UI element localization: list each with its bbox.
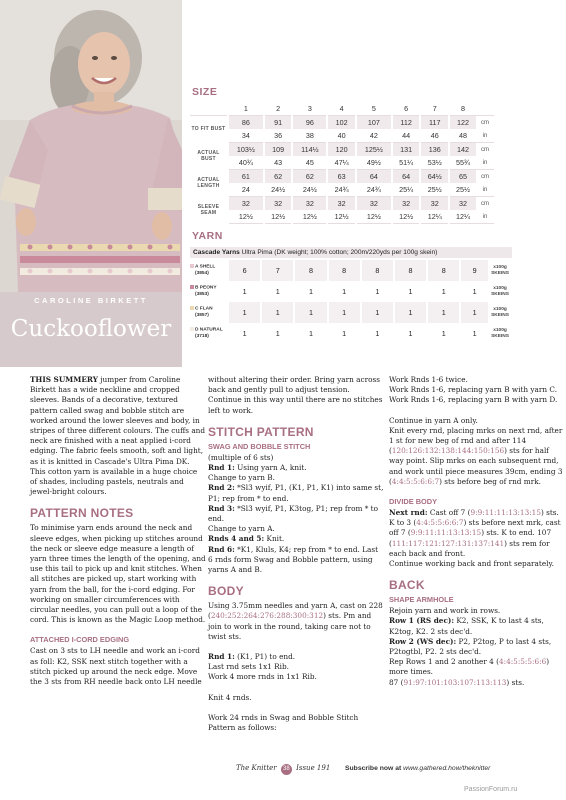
size-cell: 42	[356, 129, 392, 143]
yarn-skein-count: 8	[361, 260, 394, 281]
size-number: 4	[327, 102, 356, 116]
yarn-colour-label	[190, 302, 228, 323]
size-cell: 53½	[420, 156, 449, 170]
size-cell: 32	[420, 197, 449, 211]
size-cell: 32	[392, 197, 421, 211]
size-header-unit	[476, 102, 494, 116]
rnds-4-5	[208, 534, 384, 544]
intro-text: jumper from Caroline Birkett has a wide neckline and cropped sleeves. Bands of a decorative, textured pattern called swag and bobble stitch are worked around the lower sleeves and body, in stripes of three different colours. The cuffs and neck are finished with a neat applied i-cord edging. The fabric feels smooth, soft and light, as it is knitted in Cascade's Ultra Pima DK. This cotton yarn is available in a huge choice of shades, including pastels, neutrals and jewel-bright colours.	[30, 375, 206, 497]
size-cell: 51¼	[392, 156, 421, 170]
yarn-skein-count: 1	[460, 323, 488, 344]
size-cell: 44	[392, 129, 421, 143]
yarn-colour-number: (3857)	[195, 312, 209, 318]
body-cast-on-a: Using 3.75mm needles and yarn A, cast on 228 (	[208, 601, 383, 621]
divide-c: ) sts. K to 3 (	[389, 508, 559, 528]
yarn-skein-count: 1	[328, 302, 361, 323]
yarn-skein-count: 7	[261, 260, 294, 281]
yarn-table	[190, 260, 512, 344]
size-number: 7	[420, 102, 449, 116]
shape-armhole-heading: SHAPE ARMHOLE	[389, 595, 454, 605]
size-cell: 63	[327, 170, 356, 184]
yarn-skein-count: 1	[394, 281, 427, 302]
unit-cm: cm	[481, 173, 489, 180]
yarn-skein-count: 1	[361, 281, 394, 302]
size-row-cm	[190, 170, 494, 184]
sts-b: ) sts.	[506, 677, 525, 687]
unit-in: in	[476, 183, 494, 197]
yarn-colour-label	[190, 260, 228, 281]
size-cell: 38	[292, 129, 327, 143]
yarn-skein-count: 1	[228, 302, 261, 323]
size-header-blank	[190, 102, 228, 116]
size-cell: 109	[264, 143, 293, 157]
yarn-skein-count: 1	[427, 302, 460, 323]
size-cell: 136	[420, 143, 449, 157]
pattern-notes-text: To minimise yarn ends around the neck and sleeve edges, when picking up stitches around the neck or sleeve edge measure a length of yarn three times the length of the opening, and use this tail to pick up and knit stitches. When all stitches are picked up, start working with yarn from the ball, for the i-cord edging. For working on smaller circumferences with circular needles, you can pull out a loop of the cord. This is known as the Magic Loop method.	[30, 523, 206, 625]
size-cell: 62	[292, 170, 327, 184]
size-cell: 117	[420, 116, 449, 130]
size-cell: 25¼	[392, 183, 421, 197]
body-cast-on-sizes: 240:252:264:276:288:300:312	[210, 611, 324, 621]
rnd-1-text: Using yarn A, knit.	[237, 463, 307, 473]
divide-a: Cast off 7 (	[429, 508, 471, 518]
divide-g: Continue working back and front separately.	[389, 559, 554, 569]
change-to-a: Change to yarn A.	[208, 524, 275, 534]
continue-knit-a: Knit every rnd, placing mrks on next rnd, after 1 st for new beg of rnd and after 114 (	[389, 425, 563, 456]
size-cell: 12¼	[449, 210, 476, 224]
size-cell: 91	[264, 116, 293, 130]
size-cell: 12½	[356, 210, 392, 224]
size-cell: 112	[392, 116, 421, 130]
rib-rnd-1-text: (K1, P1) to end.	[237, 652, 296, 662]
rnd-6-label: Rnd 6:	[208, 544, 235, 554]
repeat-rows	[389, 657, 565, 677]
continue-knit-sizes-2: 4:4:5:5:6:6:7	[391, 476, 440, 486]
size-cell: 46	[420, 129, 449, 143]
size-cell: 96	[292, 116, 327, 130]
yarn-skein-count: 1	[361, 302, 394, 323]
skein-unit-label: x100g SKEINS	[491, 286, 509, 297]
replace-with-d: Work Rnds 1-6, replacing yarn B with yarn D.	[389, 395, 558, 405]
size-cell: 64½	[420, 170, 449, 184]
rnd-6	[208, 545, 384, 576]
size-cell: 40¾	[228, 156, 264, 170]
yarn-colour-name: A SHELL	[195, 264, 216, 270]
yarn-skein-count: 1	[427, 323, 460, 344]
row-1-text: K2, SSK, K to last 4 sts, K2tog, K2. 2 sts dec'd.	[389, 616, 544, 636]
divide-sizes-4: 111:117:121:127:131:137:141	[391, 538, 505, 548]
row-1	[389, 616, 565, 636]
yarn-skein-count: 8	[394, 260, 427, 281]
rnd-3	[208, 504, 384, 524]
size-number: 6	[392, 102, 421, 116]
size-cell: 49½	[356, 156, 392, 170]
yarn-skein-count: 1	[460, 281, 488, 302]
size-row-in	[190, 156, 494, 170]
rnd-3-label: Rnd 3:	[208, 503, 235, 513]
size-cell: 32	[264, 197, 293, 211]
size-row-cm	[190, 143, 494, 157]
yarn-spec: Ultra Pima (DK weight; 100% cotton; 200m/220yds per 100g skein)	[241, 249, 438, 256]
rnd-2-text: *Sl3 wyif, P1, (K1, P1, K1) into same st, P1; rep from * to end.	[208, 483, 384, 503]
yarn-brand: Cascade Yarns	[193, 249, 240, 256]
size-cell: 48	[449, 129, 476, 143]
stitch-multiple: (multiple of 6 sts)	[208, 452, 274, 462]
size-cell: 61	[228, 170, 264, 184]
continue-knit	[389, 426, 565, 487]
watermark: PassionForum.ru	[464, 786, 518, 793]
size-row-cm	[190, 116, 494, 130]
size-cell: 32	[356, 197, 392, 211]
size-cell: 24½	[264, 183, 293, 197]
divide-next-rnd	[389, 508, 565, 569]
yarn-colour-number: (3718)	[195, 333, 209, 339]
skein-unit-label: x100g SKEINS	[491, 265, 509, 276]
yarn-row	[190, 260, 512, 281]
subscribe-text: Subscribe now at	[345, 765, 402, 772]
skein-unit-label: x100g SKEINS	[491, 328, 509, 339]
body-cast-on-b: ) sts. Pm and join to work in the round, taking care not to twist sts.	[208, 611, 372, 641]
size-row-label: ACTUAL BUST	[197, 150, 220, 162]
size-row-in	[190, 210, 494, 224]
divide-f: ) sts rem for each back and front.	[389, 538, 550, 558]
size-number: 1	[228, 102, 264, 116]
size-cell: 32	[327, 197, 356, 211]
size-cell: 24	[228, 183, 264, 197]
repeat-a: Rep Rows 1 and 2 another 4 (	[389, 657, 499, 667]
continue-knit-sizes: 120:126:132:138:144:150:156	[391, 446, 505, 456]
row-2-label: Row 2 (WS dec):	[389, 636, 457, 646]
yarn-skein-count: 1	[394, 302, 427, 323]
yarn-colour-name: D NATURAL	[195, 327, 223, 333]
yarn-skein-count: 1	[228, 281, 261, 302]
body-cast-on	[208, 601, 384, 642]
yarn-skein-count: 1	[294, 302, 327, 323]
skein-unit-label: x100g SKEINS	[491, 307, 509, 318]
row-1-label: Row 1 (RS dec):	[389, 616, 455, 626]
pattern-notes-heading: PATTERN NOTES	[30, 506, 134, 521]
issue-number: Issue 191	[296, 764, 331, 772]
unit-cm: cm	[481, 146, 489, 153]
yarn-skein-count: 8	[427, 260, 460, 281]
size-cell: 114½	[292, 143, 327, 157]
size-cell: 125½	[356, 143, 392, 157]
yarn-skein-count: 1	[427, 281, 460, 302]
yarn-skein-count: 1	[228, 323, 261, 344]
size-cell: 120	[327, 143, 356, 157]
text-column-2	[208, 375, 384, 743]
size-cell: 107	[356, 116, 392, 130]
sts-sizes: 91:97:101:103:107:113:113	[403, 677, 507, 687]
size-cell: 43	[264, 156, 293, 170]
yarn-colour-name: B PEONY	[195, 285, 217, 291]
text-column-3	[389, 375, 565, 688]
yarn-skein-count: 6	[228, 260, 261, 281]
colour-swatch	[190, 306, 194, 310]
swag-bobble-heading: SWAG AND BOBBLE STITCH	[208, 441, 311, 451]
yarn-colour-number: (3853)	[195, 291, 209, 297]
knit-4-rnds: Knit 4 rnds.	[208, 692, 252, 702]
size-cell: 12¼	[420, 210, 449, 224]
size-cell: 86	[228, 116, 264, 130]
size-cell: 64	[356, 170, 392, 184]
rib-sets: Last rnd sets 1x1 Rib.	[208, 662, 289, 672]
size-cell: 103½	[228, 143, 264, 157]
rnds-4-5-label: Rnds 4 and 5:	[208, 534, 265, 544]
size-cell: 45	[292, 156, 327, 170]
unit-in: in	[476, 156, 494, 170]
yarn-skein-count: 8	[328, 260, 361, 281]
icord-text: Cast on 3 sts to LH needle and work an i-cord as foll: K2, SSK next stitch together with a stitch picked up around the neck edge. Move the 3 sts from RH needle back onto LH needle	[30, 646, 202, 687]
body-heading: BODY	[208, 584, 244, 599]
yarn-skein-count: 9	[460, 260, 488, 281]
replace-with-c: Work Rnds 1-6, replacing yarn B with yarn C.	[389, 385, 558, 395]
model-illustration	[0, 0, 182, 292]
repeat-b: ) more times.	[389, 657, 550, 677]
size-header-row	[190, 102, 494, 116]
yarn-skein-count: 8	[294, 260, 327, 281]
yarn-skein-count: 1	[328, 323, 361, 344]
intro-lead: THIS SUMMERY	[30, 375, 98, 384]
unit-cm: cm	[481, 200, 489, 207]
footer-magazine	[236, 764, 330, 775]
yarn-skein-count: 1	[394, 323, 427, 344]
divide-sizes-2: 4:4:5:5:6:6:7	[416, 518, 464, 528]
rib-rnd-1	[208, 652, 384, 662]
rnds-4-5-text: Knit.	[266, 534, 285, 544]
divide-sizes-1: 9:9:11:11:13:13:15	[470, 508, 541, 518]
yarn-skein-count: 1	[261, 281, 294, 302]
yarn-skein-count: 1	[261, 302, 294, 323]
yarn-skein-count: 1	[261, 323, 294, 344]
size-row-label: ACTUAL LENGTH	[197, 177, 220, 189]
size-cell: 12½	[264, 210, 293, 224]
continue-yarn-a: Continue in yarn A only.	[389, 415, 478, 425]
size-cell: 64	[392, 170, 421, 184]
work-rnds-twice: Work Rnds 1-6 twice.	[389, 375, 468, 384]
size-cell: 12½	[228, 210, 264, 224]
change-to-b: Change to yarn B.	[208, 473, 275, 483]
size-cell: 55¾	[449, 156, 476, 170]
yarn-row	[190, 302, 512, 323]
yarn-row	[190, 323, 512, 344]
size-cell: 25½	[449, 183, 476, 197]
repeat-sizes: 4:4:5:5:5:6:6	[498, 657, 547, 667]
divide-d: ) sts before next mrk, cast off 7 (	[389, 518, 561, 538]
designer-name: CAROLINE BIRKETT	[34, 296, 148, 305]
footer-subscribe	[345, 765, 490, 772]
page-number-badge: 38	[281, 764, 292, 775]
continue-knit-c: ) sts before beg of rnd mrk.	[439, 476, 541, 486]
sts-remaining	[389, 678, 565, 688]
size-cell: 131	[392, 143, 421, 157]
size-number: 2	[264, 102, 293, 116]
intro-paragraph	[30, 375, 206, 497]
subscribe-link[interactable]: www.gathered.how/theknitter	[403, 765, 491, 772]
size-cell: 12½	[327, 210, 356, 224]
size-cell: 12½	[292, 210, 327, 224]
rejoin-yarn: Rejoin yarn and work in rows.	[389, 606, 501, 616]
yarn-skein-count: 1	[328, 281, 361, 302]
size-cell: 32	[292, 197, 327, 211]
row-2	[389, 637, 565, 657]
size-cell: 12½	[392, 210, 421, 224]
continue-knit-b: ) sts for half way point. Slip mrks on each subsequent rnd, and work until piece measures 39cm, ending 3 (	[389, 446, 563, 486]
size-number: 8	[449, 102, 476, 116]
divide-next-rnd-label: Next rnd:	[389, 508, 428, 518]
size-cell: 36	[264, 129, 293, 143]
work-24-rnds: Work 24 rnds in Swag and Bobble Stitch Pattern as follows:	[208, 712, 359, 733]
text-column-1	[30, 375, 206, 697]
divide-e: ) sts. K to end. 107 (	[389, 528, 552, 548]
unit-cm: cm	[481, 119, 489, 126]
yarn-skein-count: 1	[361, 323, 394, 344]
size-cell: 62	[264, 170, 293, 184]
divide-body-heading: DIVIDE BODY	[389, 497, 438, 507]
size-heading: SIZE	[192, 86, 218, 98]
colour-swatch	[190, 264, 194, 268]
size-cell: 122	[449, 116, 476, 130]
magazine-name: The Knitter	[236, 764, 277, 772]
yarn-colour-label	[190, 323, 228, 344]
icord-continued: without altering their order. Bring yarn across back and gently pull to adjust tension. Continue in this way until there are no stitches left to work.	[208, 375, 383, 415]
yarn-skein-count: 1	[294, 323, 327, 344]
yarn-description	[190, 247, 512, 258]
size-cell: 47¼	[327, 156, 356, 170]
size-cell: 32	[228, 197, 264, 211]
yarn-colour-label	[190, 281, 228, 302]
icord-heading: ATTACHED I-CORD EDGING	[30, 635, 130, 645]
yarn-skein-count: 1	[294, 281, 327, 302]
size-row-in	[190, 129, 494, 143]
unit-in: in	[476, 129, 494, 143]
size-row-cm	[190, 197, 494, 211]
yarn-heading: YARN	[192, 230, 223, 242]
row-2-text: P2, P2tog, P to last 4 sts, P2togtbl, P2. 2 sts dec'd.	[389, 636, 552, 657]
size-table	[190, 102, 494, 224]
rnd-6-text: *K1, Kluls, K4; rep from * to end. Last 6 rnds form Swag and Bobble pattern, using yarns A and B.	[208, 544, 379, 575]
size-cell: 40	[327, 129, 356, 143]
size-cell: 142	[449, 143, 476, 157]
sts-a: 87 (	[389, 677, 404, 687]
size-row-in	[190, 183, 494, 197]
size-number: 3	[292, 102, 327, 116]
yarn-row	[190, 281, 512, 302]
rnd-1	[208, 463, 384, 473]
back-heading: BACK	[389, 578, 425, 593]
divide-sizes-3: 9:9:11:11:13:13:15	[410, 528, 482, 538]
rnd-1-label: Rnd 1:	[208, 463, 235, 473]
size-cell: 25½	[420, 183, 449, 197]
size-number: 5	[356, 102, 392, 116]
rnd-2	[208, 483, 384, 503]
size-cell: 24½	[292, 183, 327, 197]
colour-swatch	[190, 285, 194, 289]
yarn-colour-number: (3854)	[195, 270, 209, 276]
colour-swatch	[190, 327, 194, 331]
rnd-2-label: Rnd 2:	[208, 483, 235, 493]
size-cell: 24¾	[327, 183, 356, 197]
rnd-3-text: *Sl3 wyif, P1, K3tog, P1; rep from * to end.	[208, 503, 379, 524]
rib-more: Work 4 more rnds in 1x1 Rib.	[208, 672, 317, 682]
size-cell: 24¾	[356, 183, 392, 197]
yarn-colour-name: C FLAN	[195, 306, 213, 312]
size-cell: 102	[327, 116, 356, 130]
size-cell: 34	[228, 129, 264, 143]
pattern-title: Cuckooflower	[10, 316, 172, 342]
unit-in: in	[476, 210, 494, 224]
size-row-label: SLEEVE SEAM	[197, 204, 220, 216]
size-cell: 65	[449, 170, 476, 184]
yarn-skein-count: 1	[460, 302, 488, 323]
size-row-label: TO FIT BUST	[191, 126, 226, 133]
stitch-pattern-heading: STITCH PATTERN	[208, 424, 314, 439]
rib-rnd-1-label: Rnd 1:	[208, 652, 235, 662]
size-cell: 32	[449, 197, 476, 211]
